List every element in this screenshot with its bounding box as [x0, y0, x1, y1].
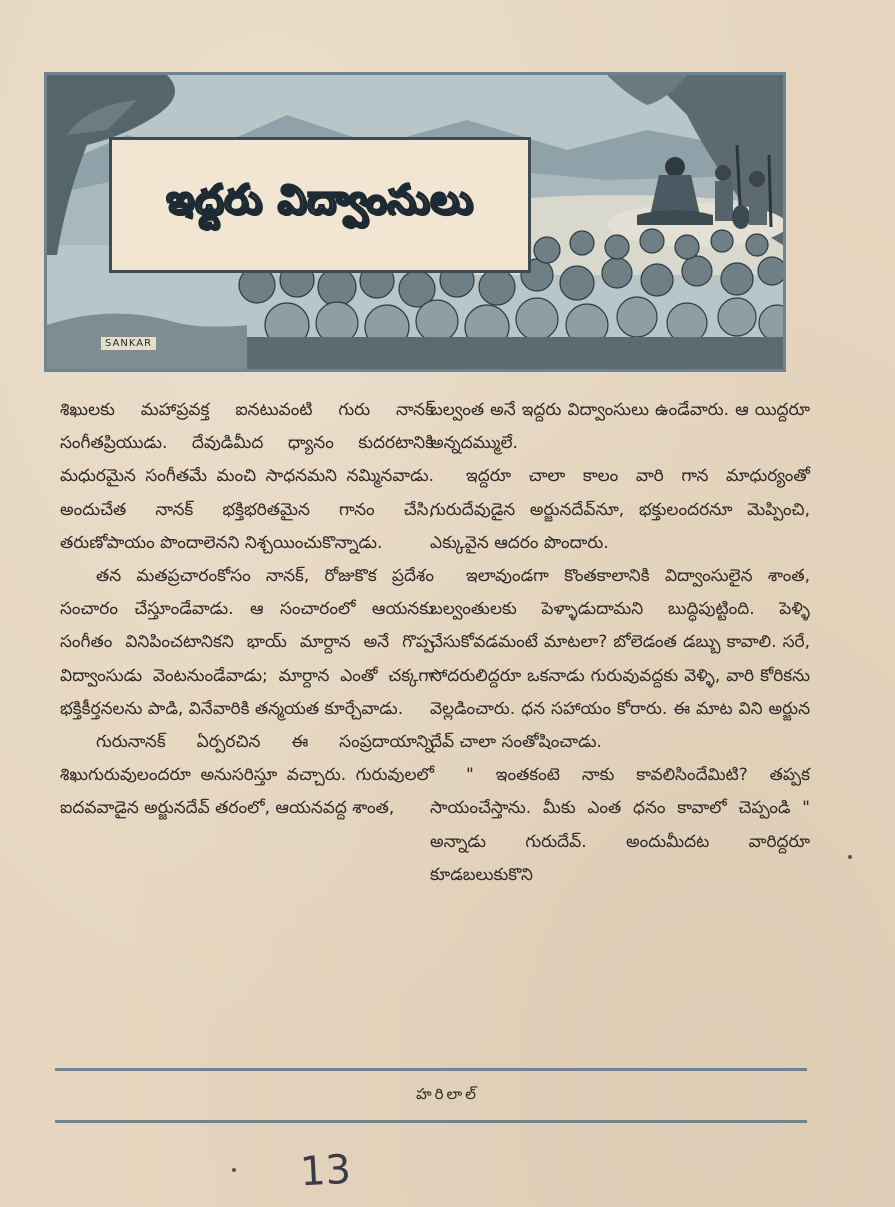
right-column — [430, 394, 810, 892]
left-column — [60, 394, 434, 826]
right-paragraph-1: బల్వంత అనే ఇద్దరు విద్వాంసులు ఉండేవారు. ఆ యిద్దరూ అన్నదమ్ములే. — [430, 400, 810, 454]
right-paragraph-4: " ఇంతకంటె నాకు కావలిసిందేమిటి? తప్పక సాయంచేస్తాను. మీకు ఎంత ధనం కావాలో చెప్పండి " అన్నాడు గురుదేవ్. అందుమీదట వారిద్దరూ కూడబలుకుకొని — [430, 765, 810, 885]
left-paragraph-2: తన మతప్రచారంకోసం నానక్, రోజుకొక ప్రదేశం సంచారం చేస్తూండేవాడు. ఆ సంచారంలో ఆయనకు సంగీతం వినిపించటానికని భాయ్ మార్దాన అనే గొప్ప విద్వాంసుడు వెంటనుండేవాడు; మార్దాన ఎంతో చక్కగా భక్తికీర్తనలను పాడి, వినేవారికి తన్మయత కూర్చేవాడు. — [60, 566, 434, 719]
left-paragraph-3: గురునానక్ ఏర్పరచిన ఈ సంప్రదాయాన్ని శిఖుగురువులందరూ అనుసరిస్తూ వచ్చారు. గురువులలో ఐదవవాడైన అర్జునదేవ్ తరంలో, ఆయనవద్ద శాంత, — [60, 732, 434, 819]
illustration-banner — [44, 72, 786, 372]
footer-rule-bottom — [55, 1120, 807, 1123]
right-paragraph-2: ఇద్దరూ చాలా కాలం వారి గాన మాధుర్యంతో గురుదేవుడైన అర్జునదేవ్‌నూ, భక్తులందరనూ మెప్పించి, ఎక్కువైన ఆదరం పొందారు. — [430, 466, 810, 553]
right-paragraph-3: ఇలావుండగా కొంతకాలానికి విద్వాంసులైన శాంత, బల్వంతులకు పెళ్ళాడుదామని బుద్ధిపుట్టింది. పెళ్ళి చేసుకోవడమంటే మాటలా? బోలెడంత డబ్బు కావాలి. సరే, సోదరులిద్దరూ ఒకనాడు గురువువద్దకు వెళ్ళి, వారి కోరికను వెల్లడించారు. ధన సహాయం కోరారు. ఈ మాట విని అర్జున దేవ్ చాలా సంతోషించాడు. — [430, 566, 810, 753]
paper-speck — [848, 855, 852, 859]
paper-speck — [232, 1168, 236, 1172]
title-box — [109, 137, 531, 273]
author-name: హరిలాల్ — [416, 1085, 479, 1103]
footer-rule-top — [55, 1068, 807, 1071]
artist-signature: SANKAR — [101, 337, 156, 350]
page-number: 13 — [298, 1146, 353, 1196]
story-title: ఇద్దరు విద్వాంసులు — [166, 177, 474, 223]
left-paragraph-1: శిఖులకు మహాప్రవక్త ఐనటువంటి గురు నానక్ సంగీతప్రియుడు. దేవుడిమీద ధ్యానం కుదరటానికి మధురమైన సంగీతమే మంచి సాధనమని నమ్మినవాడు. అందుచేత నానక్ భక్తిభరితమైన గానం చేసి, తరుణోపాయం పొందాలెనని నిశ్చయించుకొన్నాడు. — [60, 400, 434, 553]
